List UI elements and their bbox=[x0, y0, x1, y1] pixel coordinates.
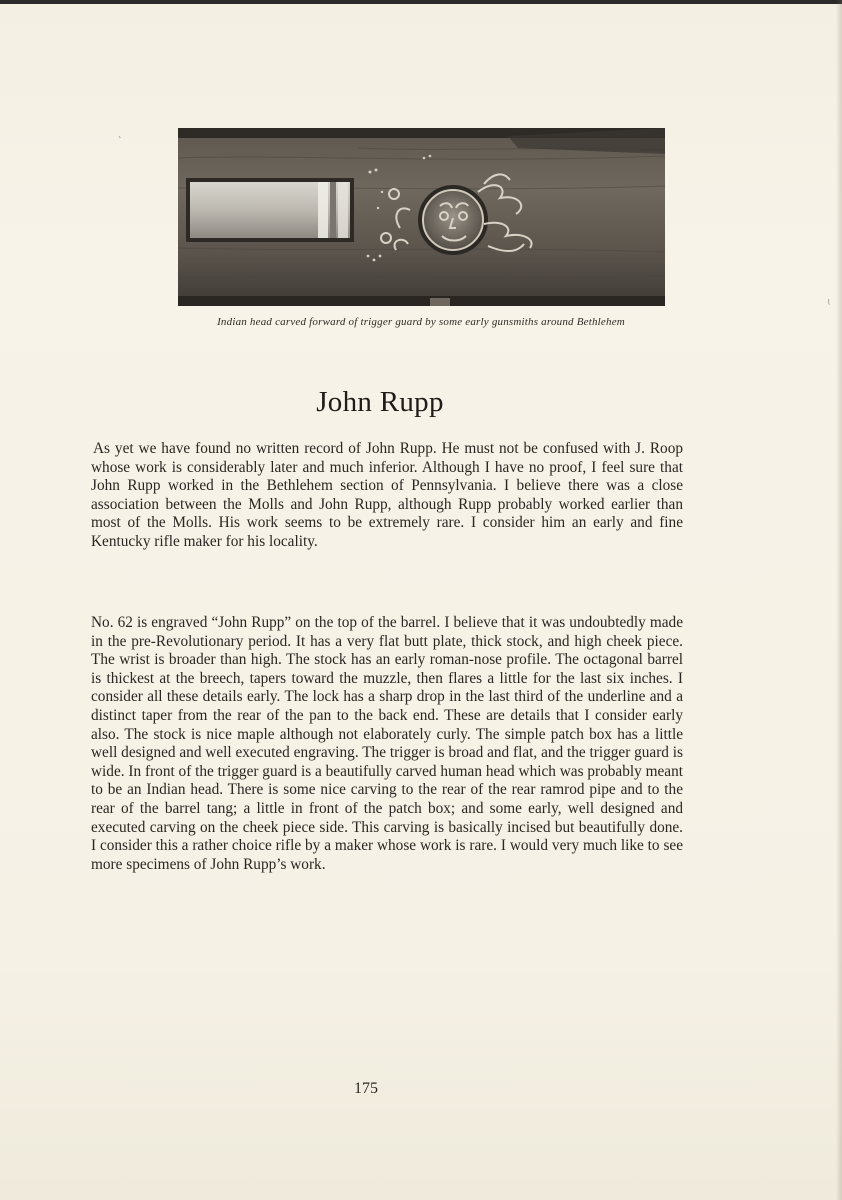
body-paragraph-1: As yet we have found no written record of John Rupp. He must not be confused with J. Roop whose work is considerably later and much inferior. Although I have no proof, I feel sure that John Rupp worked in the Bethlehem section of Pennsylvania. I believe there was a close association between the Molls and John Rupp, although Rupp probably worked earlier than most of the Molls. His work seems to be extremely rare. I consider him an early and fine Kentucky rifle maker for his locality. bbox=[91, 440, 683, 550]
page-right-shadow bbox=[836, 0, 842, 1200]
page-number: 175 bbox=[354, 1080, 378, 1097]
body-paragraph-2: No. 62 is engraved “John Rupp” on the top of the barrel. I believe that it was undoubtedly made in the pre-Revolutionary period. It has a very flat butt plate, thick stock, and high cheek piece. The wrist is broader than high. The stock has an early roman-nose profile. The octagonal barrel is thickest at the breech, tapers toward the muzzle, then flares a little for the last six inches. I consider all these details early. The lock has a sharp drop in the last third of the underline and a distinct taper from the rear of the pan to the back end. These are details that I consider early also. The stock is nice maple although not elaborately curly. The simple patch box has a little well designed and well executed engraving. The trigger is broad and flat, and the trigger guard is wide. In front of the trigger guard is a beautifully carved human head which was probably meant to be an Indian head. There is some nice carving to the rear of the rear ramrod pipe and to the rear of the barrel tang; a little in front of the patch box; and some early, well designed and executed carving on the cheek piece side. This carving is basically incised but beautifully done. I consider this a rather choice rifle by a maker whose work is rare. I would very much like to see more specimens of John Rupp’s work. bbox=[91, 614, 683, 873]
figure-caption: Indian head carved forward of trigger guard by some early gunsmiths around Bethlehem bbox=[217, 316, 625, 328]
paper-speck: ᶩ bbox=[828, 298, 830, 309]
carved-indian-head-rifle-stock-icon bbox=[178, 128, 665, 306]
rifle-stock-photo bbox=[178, 128, 665, 306]
paper-speck: ` bbox=[118, 136, 122, 147]
chapter-title: John Rupp bbox=[316, 386, 444, 418]
page-top-edge bbox=[0, 0, 842, 4]
